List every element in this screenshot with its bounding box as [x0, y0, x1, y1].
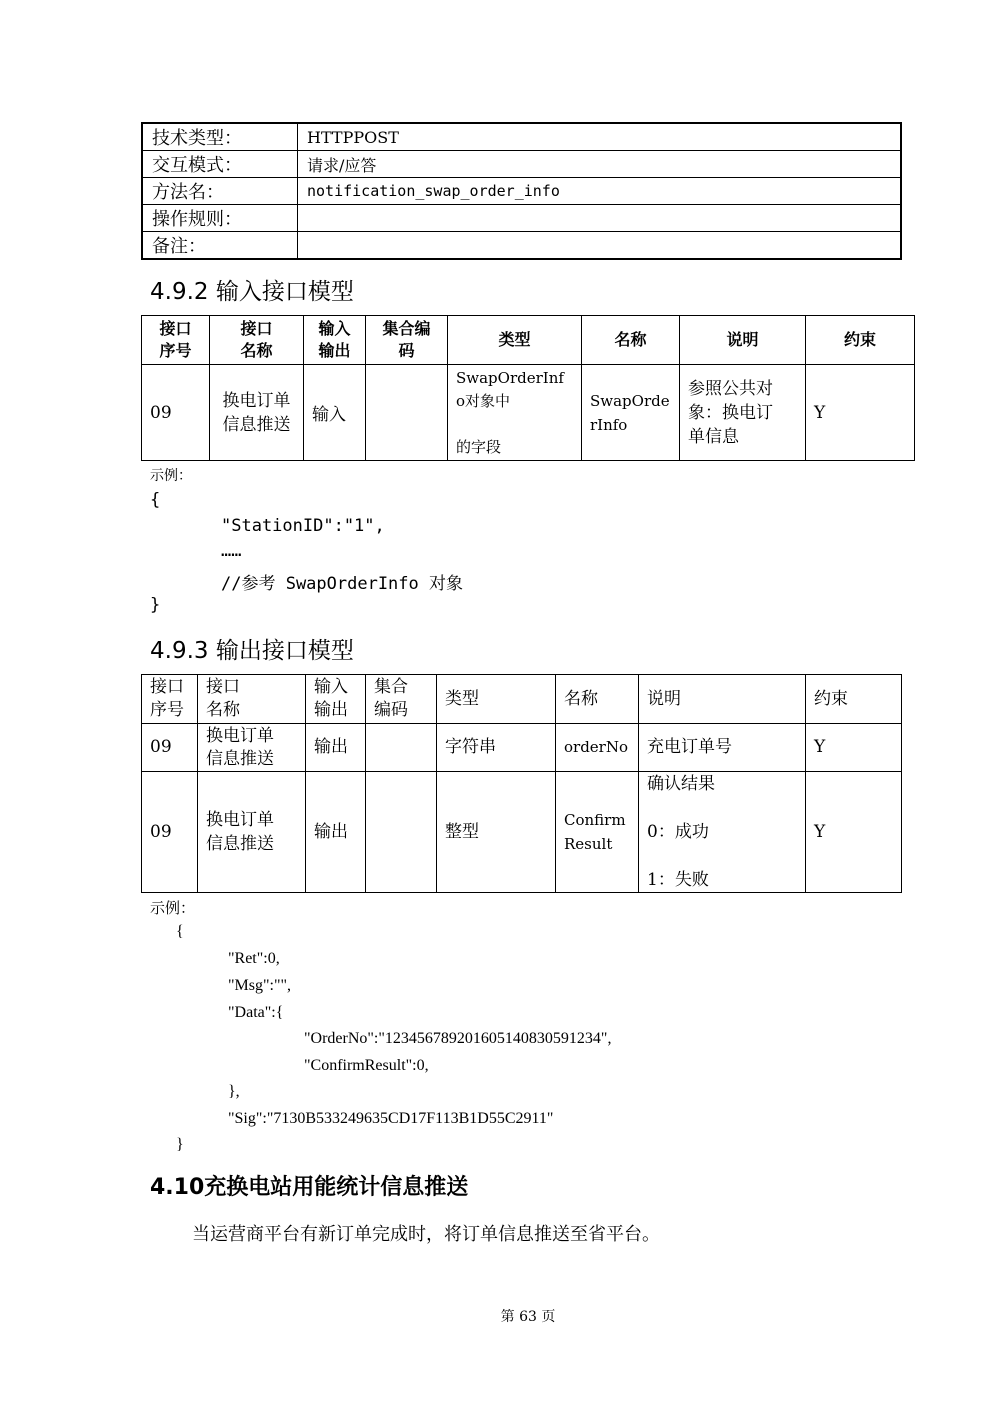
info-value	[298, 232, 902, 260]
info-key: 交互模式：	[142, 151, 298, 178]
code-line: "Sig":"7130B533249635CD17F113B1D55C2911"	[228, 1110, 554, 1127]
cell-io: 输入	[304, 365, 366, 461]
cell-code	[366, 365, 448, 461]
cell-code	[366, 724, 437, 772]
table-row	[142, 365, 915, 461]
method-info-table	[141, 122, 902, 260]
code-line: "Ret":0,	[228, 950, 280, 967]
info-row	[142, 232, 901, 260]
header-cell: 约束	[806, 316, 915, 365]
header-cell: 说明	[680, 316, 806, 365]
section-heading-input: 4.9.2 输入接口模型	[150, 279, 354, 305]
cell-desc: 确认结果 0：成功 1：失败	[639, 772, 806, 893]
info-value: HTTPPOST	[298, 123, 902, 151]
info-key: 技术类型：	[142, 123, 298, 151]
header-cell: 说明	[639, 675, 806, 724]
code-line: }	[176, 1136, 184, 1153]
header-cell: 集合编 码	[366, 316, 448, 365]
table-header-row	[142, 675, 902, 724]
table-row	[142, 724, 902, 772]
example-label: 示例：	[150, 468, 192, 484]
header-cell: 名称	[556, 675, 639, 724]
cell-constraint: Y	[806, 365, 915, 461]
info-key: 操作规则：	[142, 205, 298, 232]
cell-io: 输出	[306, 772, 366, 893]
info-key: 方法名：	[142, 178, 298, 205]
cell-seq: 09	[142, 724, 198, 772]
table-header-row	[142, 316, 915, 365]
info-row	[142, 205, 901, 232]
cell-desc: 充电订单号	[639, 724, 806, 772]
section-heading-output: 4.9.3 输出接口模型	[150, 638, 354, 664]
output-model-table	[141, 674, 902, 893]
cell-constraint: Y	[806, 724, 902, 772]
info-value: 请求/应答	[298, 151, 902, 178]
cell-name: 换电订单 信息推送	[210, 365, 304, 461]
header-cell: 输入 输出	[306, 675, 366, 724]
info-key: 备注：	[142, 232, 298, 260]
code-line: "Msg":"",	[228, 977, 292, 994]
code-line: },	[228, 1083, 240, 1100]
input-model-table	[141, 315, 915, 461]
cell-io: 输出	[306, 724, 366, 772]
info-row	[142, 123, 901, 151]
header-cell: 接口 序号	[142, 316, 210, 365]
header-cell: 类型	[448, 316, 582, 365]
section-paragraph: 当运营商平台有新订单完成时，将订单信息推送至省平台。	[192, 1224, 660, 1245]
header-cell: 接口 名称	[210, 316, 304, 365]
cell-name: 换电订单 信息推送	[198, 724, 306, 772]
info-value	[298, 205, 902, 232]
section-heading-4-10: 4.10充换电站用能统计信息推送	[150, 1175, 469, 1200]
page-number: 第 63 页	[500, 1309, 556, 1325]
code-line: {	[176, 923, 184, 940]
code-line: "OrderNo":"123456789201605140830591234",	[304, 1030, 612, 1047]
cell-field-name: SwapOrde rInfo	[582, 365, 680, 461]
cell-field-name: orderNo	[556, 724, 639, 772]
cell-constraint: Y	[806, 772, 902, 893]
header-cell: 接口 序号	[142, 675, 198, 724]
cell-seq: 09	[142, 772, 198, 893]
code-line: "ConfirmResult":0,	[304, 1057, 429, 1074]
info-row	[142, 151, 901, 178]
code-line: }	[150, 595, 161, 615]
header-cell: 接口 名称	[198, 675, 306, 724]
header-cell: 名称	[582, 316, 680, 365]
cell-type: 字符串	[437, 724, 556, 772]
code-line: ……	[221, 541, 242, 561]
info-row	[142, 178, 901, 205]
code-line: //参考 SwapOrderInfo 对象	[221, 574, 463, 594]
header-cell: 约束	[806, 675, 902, 724]
code-line: "StationID":"1",	[221, 516, 385, 536]
cell-code	[366, 772, 437, 893]
cell-desc: 参照公共对 象：换电订 单信息	[680, 365, 806, 461]
cell-type: SwapOrderInf o对象中 的字段	[448, 365, 582, 461]
code-line: "Data":{	[228, 1004, 284, 1021]
cell-name: 换电订单 信息推送	[198, 772, 306, 893]
header-cell: 类型	[437, 675, 556, 724]
header-cell: 集合 编码	[366, 675, 437, 724]
cell-seq: 09	[142, 365, 210, 461]
example-label: 示例：	[150, 899, 196, 917]
code-line: {	[150, 490, 161, 510]
table-row	[142, 772, 902, 893]
cell-type: 整型	[437, 772, 556, 893]
header-cell: 输入 输出	[304, 316, 366, 365]
info-value: notification_swap_order_info	[298, 178, 902, 205]
cell-field-name: Confirm Result	[556, 772, 639, 893]
